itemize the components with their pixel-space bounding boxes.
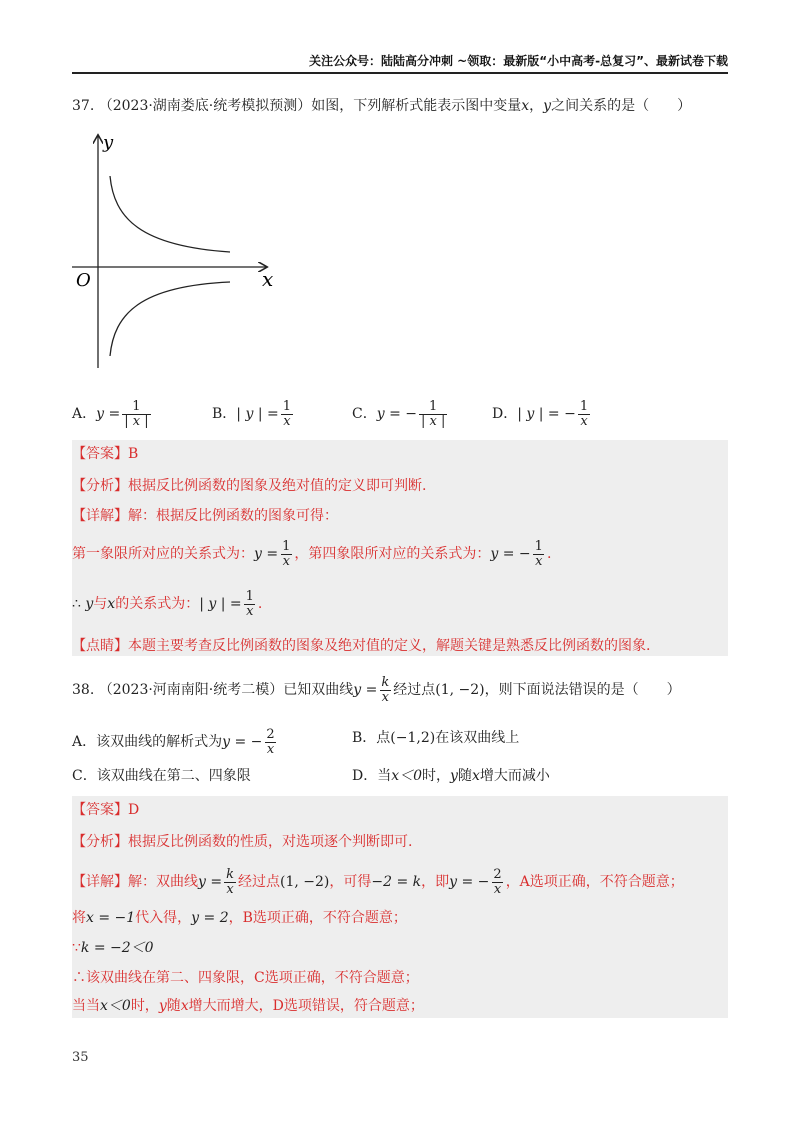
q37-option-c: C．y = − $\frac{1}{| x |}$: [352, 399, 446, 429]
q37-detail: 【详解】解：根据反比例函数的图象可得：: [72, 508, 338, 524]
q37-detail-line2: ∴ y与x的关系式为：| y | = $\frac{1}{x}$ .: [72, 589, 263, 619]
page-header: 关注公众号：陆陆高分冲刺 ~领取：最新版“小中高考-总复习”、最新试卷下载: [309, 54, 728, 68]
q37-stem: [72, 96, 691, 116]
q38-option-d: D．当x＜0时，y随x增大而减小: [352, 768, 550, 784]
q37-source: （2023·湖南娄底·统考模拟预测）: [98, 98, 312, 114]
header-rule: [72, 72, 728, 74]
lower-branch: [110, 282, 230, 356]
q37-var-y: y: [543, 98, 552, 114]
q38-option-b: B．点(−1,2)在该双曲线上: [352, 730, 520, 746]
origin-label: O: [76, 270, 91, 291]
q37-graph: [70, 128, 280, 373]
q37-answer-box: [72, 440, 728, 656]
q37-stem-end: 之间关系的是（ ）: [551, 98, 692, 114]
q38-detail-line4: ∴该双曲线在第二、四象限，C选项正确，不符合题意；: [72, 970, 419, 986]
q37-number: 37.: [72, 98, 95, 114]
q38-detail-line2: 将x = −1代入得，y = 2，B选项正确，不符合题意；: [72, 910, 407, 926]
upper-branch: [110, 176, 230, 252]
q37-comment: 【点睛】本题主要考查反比例函数的图象及绝对值的定义，解题关键是熟悉反比例函数的图象.: [72, 638, 651, 654]
q38-answer-box: [72, 796, 728, 1018]
q37-sep: ，: [529, 98, 544, 114]
q38-detail-line5: 当当x＜0时，y随x增大而增大，D选项错误，符合题意；: [72, 998, 424, 1014]
y-axis-label: y: [103, 132, 114, 153]
page-number: 35: [72, 1050, 89, 1065]
q37-option-d: D．| y | = − $\frac{1}{x}$: [492, 399, 589, 429]
q37-analysis: 【分析】根据反比例函数的图象及绝对值的定义即可判断.: [72, 478, 427, 494]
x-axis-label: x: [262, 267, 274, 291]
q38-detail-line3: ∵k = −2＜0: [72, 940, 154, 956]
q38-analysis: 【分析】根据反比例函数的性质，对选项逐个判断即可.: [72, 834, 413, 850]
q38-stem: 38. （2023·河南南阳·统考二模）已知双曲线y = $\frac{k}{x}$ 经过点(1, −2)，则下面说法错误的是（ ）: [72, 675, 681, 705]
q37-option-a: A．y = $\frac{1}{| x |}$: [72, 399, 149, 429]
q37-option-b: B．| y | = $\frac{1}{x}$: [212, 399, 292, 429]
q38-answer: 【答案】D: [72, 802, 140, 818]
q37-answer: 【答案】B: [72, 446, 139, 462]
q38-source: （2023·河南南阳·统考二模）: [98, 682, 284, 699]
q37-detail-line1: 第一象限所对应的关系式为：y = $\frac{1}{x}$ ，第四象限所对应的关系式为：y = − $\frac{1}{x}$ .: [72, 539, 552, 569]
q38-number: 38.: [72, 682, 95, 699]
q37-stem-text: 如图，下列解析式能表示图中变量: [311, 98, 522, 114]
q38-option-a: A．该双曲线的解析式为y = − $\frac{2}{x}$: [72, 727, 275, 757]
q37-var-x: x: [521, 98, 530, 114]
q38-option-c: C．该双曲线在第二、四象限: [72, 768, 251, 784]
q38-detail-line1: 【详解】解：双曲线y = $\frac{k}{x}$ 经过点(1, −2)，可得−2 = k，即y = − $\frac{2}{x}$ ，A选项正确，不符合题意；: [72, 867, 684, 897]
